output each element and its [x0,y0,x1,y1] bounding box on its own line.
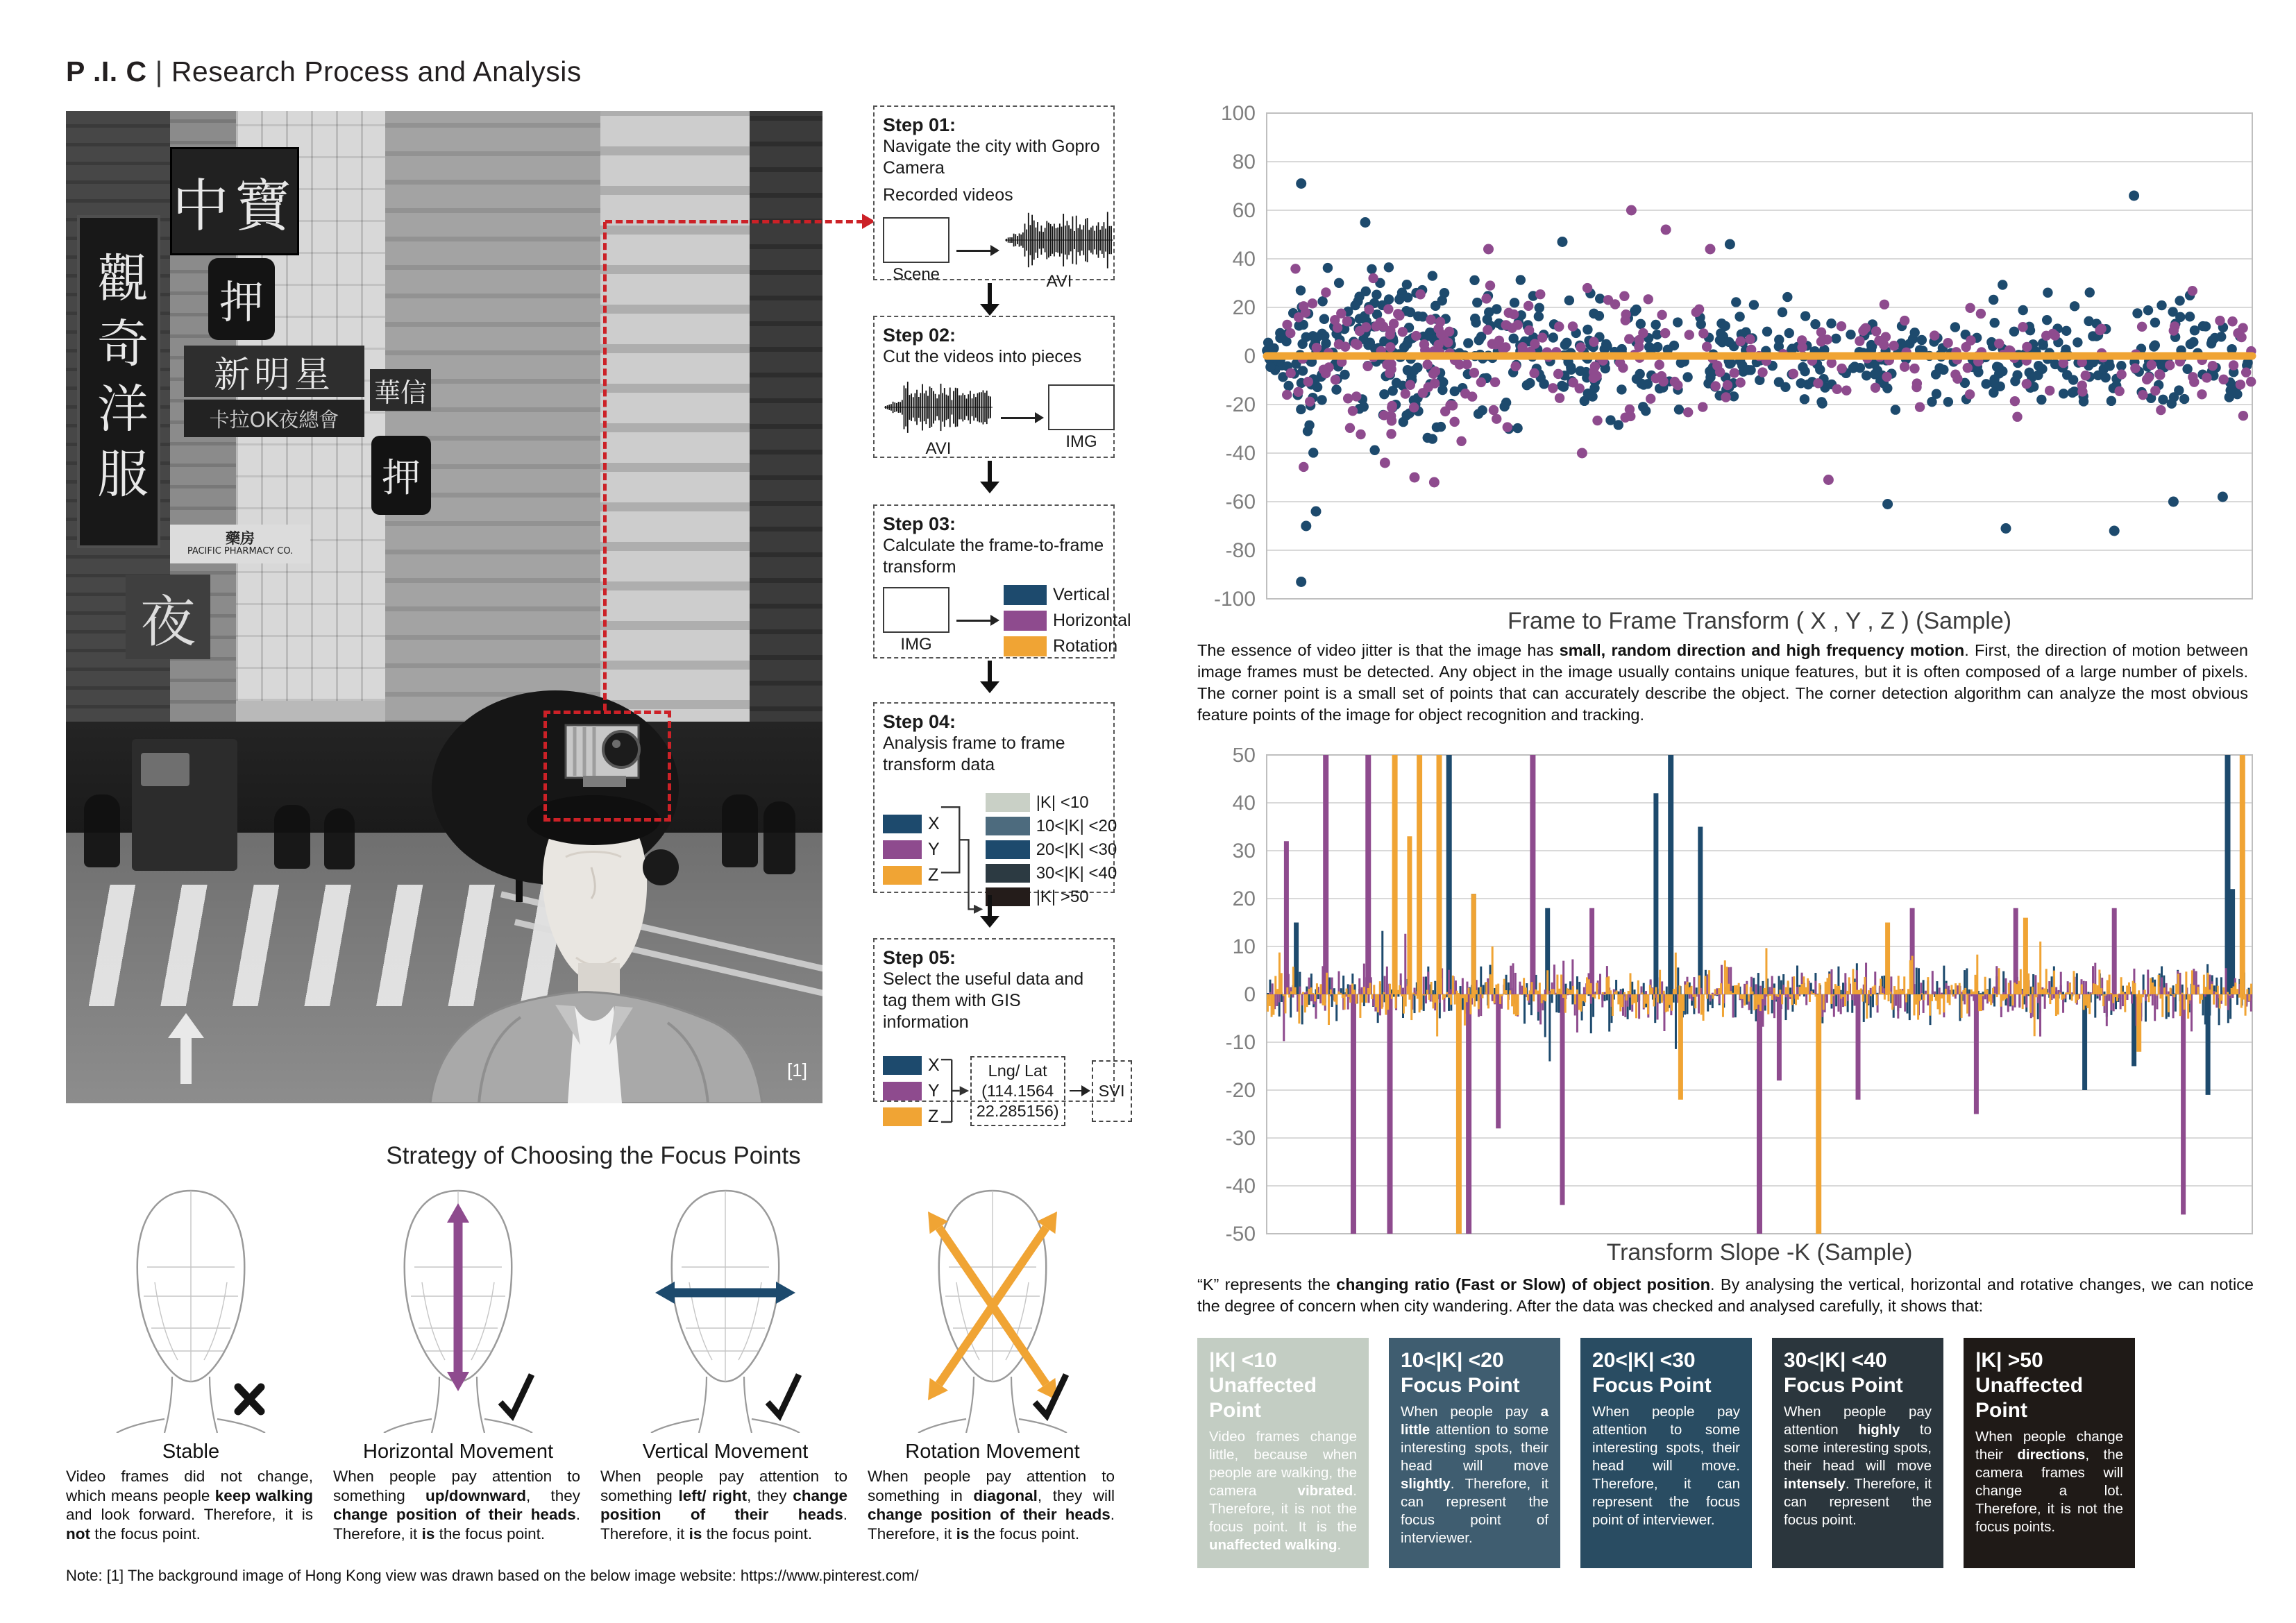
k-label: 10<|K| <20 [1036,816,1117,835]
gis-line: (114.1564 [981,1081,1054,1100]
helmet-strap [643,849,679,885]
k-card-range: |K| >50 [1975,1349,2043,1372]
step-01-box [873,105,1115,291]
step-03-box [873,504,1131,658]
k-card-30-40 [1772,1338,1943,1568]
k-swatch-under-10 [986,793,1030,812]
step-05-box [873,938,1125,1126]
y-swatch [883,1082,922,1101]
k-swatch-20-30 [986,840,1030,859]
pedestrian-silhouette [763,801,795,874]
arrow-down-icon [980,461,999,493]
head-figure-horizontal [378,1180,538,1433]
svg-text:100: 100 [1220,104,1256,125]
head-figure-rotation [913,1180,1072,1433]
step-01-subtext: Recorded videos [883,185,1013,205]
step-01-text: Navigate the city with Gopro Camera [883,137,1100,178]
gis-line: 22.285156) [976,1101,1059,1120]
head-diagram [913,1180,1072,1433]
legend-label: Vertical [1053,585,1110,604]
k-card-range: 10<|K| <20 [1401,1349,1504,1372]
xyz-to-k-connector [940,779,986,921]
k-card-20-30 [1580,1338,1752,1568]
step-05-text: Select the useful data and tag them with GIS information [883,969,1084,1032]
k-range-cards [1197,1338,2135,1568]
truck-windshield [141,753,189,786]
legend-label: Horizontal [1053,611,1131,630]
sign-pharmacy-cn: 藥房 [226,530,255,547]
k-card-title: Unaffected Point [1975,1374,2084,1422]
z-swatch [883,1107,922,1126]
arrow-right-icon [1001,417,1041,419]
k-card-title: Focus Point [1784,1374,1903,1397]
img-label: IMG [900,635,932,654]
svg-text:20: 20 [1232,887,1256,910]
svg-text:-40: -40 [1225,1175,1256,1198]
strategy-section-title: Strategy of Choosing the Focus Points [386,1142,801,1169]
figure-caption-stable: Stable [162,1441,220,1463]
y-label: Y [928,840,940,859]
arrow-down-icon [980,661,999,693]
z-swatch [883,866,922,885]
svg-text:-10: -10 [1225,1031,1256,1054]
camera-highlight-box [543,711,671,822]
avi-label: AVI [1046,272,1072,291]
sign-pawn-shop: 押 [208,258,275,340]
figure-body-vertical: When people pay attention to something left/ right, they change position of their heads. Therefore, it is the focus point. [600,1468,847,1543]
step-05-heading: Step 05: [883,947,956,968]
k-label: 20<|K| <30 [1036,840,1117,859]
x-label: X [928,1055,940,1075]
arrow-right-icon [956,250,997,252]
k-card-body: When people change their directions, the camera frames will change a lot. Therefore, it is not the focus points. [1975,1429,2123,1535]
k-card-range: |K| <10 [1209,1349,1277,1372]
hong-kong-street-photo [66,111,822,1103]
xyz-to-gis-connector [940,1039,970,1143]
z-label: Z [928,865,939,885]
k-card-title: Focus Point [1401,1374,1520,1397]
figure-caption-vertical: Vertical Movement [642,1441,809,1463]
audio-waveform-icon [1004,210,1115,270]
arrow-right-icon [1070,1090,1088,1092]
figure-body-rotation: When people pay attention to something in diagonal, they will change position of their heads. Therefore, it is the focus point. [868,1468,1115,1543]
step-03-text: Calculate the frame-to-frame transform [883,536,1104,577]
chart1-caption: Frame to Frame Transform ( X , Y , Z ) (Sample) [1507,608,2012,634]
k-label: 30<|K| <40 [1036,863,1117,883]
image-frame-icon [1048,384,1115,430]
svg-text:-100: -100 [1213,588,1256,609]
k-card-body: When people pay attention to some interesting spots, their head will move. Therefore, it can represent the focus point of interviewer. [1592,1404,1740,1528]
svg-text:-80: -80 [1225,539,1256,562]
arrow-right-icon [956,620,997,622]
pedestrian-silhouette [84,794,120,867]
chart2-paragraph: “K” represents the changing ratio (Fast or Slow) of object position. By analysing the vertical, horizontal and rotative changes, we can notice the degree of concern when city wandering. After the data was checked and analysed carefully, it shows that: [1197,1275,2254,1315]
img-label: IMG [1065,432,1097,451]
page-title [66,56,582,88]
svg-text:-30: -30 [1225,1127,1256,1150]
k-card-under-10 [1197,1338,1369,1568]
y-label: Y [928,1080,940,1101]
legend-swatch-vertical [1004,585,1047,605]
k-card-over-50 [1964,1338,2135,1568]
head-figure-vertical [645,1180,805,1433]
transform-slope-chart [1197,748,2263,1242]
svi-box: SVI [1092,1060,1132,1122]
scene-label: Scene [892,265,940,284]
k-label: |K| <10 [1036,792,1089,812]
svg-text:40: 40 [1232,248,1256,271]
svg-text:-20: -20 [1225,1079,1256,1102]
svg-text:80: 80 [1232,151,1256,173]
k-card-title: Focus Point [1592,1374,1712,1397]
pedestrian-silhouette [274,805,310,869]
head-diagram [378,1180,538,1433]
chart1-paragraph: The essence of video jitter is that the image has small, random direction and high frequency motion. First, the direction of motion between image frames must be detected. Any object in the image usually contains unique features, but it is often composed of a large number of pixels. The corner point is a small set of points that can accurately describe the object. The corner detection algorithm can analyze the most obvious feature points of the image for object recognition and tracking. [1197,641,2249,724]
k-card-10-20 [1389,1338,1560,1568]
k-card-title: Unaffected Point [1209,1374,1317,1422]
svg-text:20: 20 [1232,296,1256,319]
footnote: Note: [1] The background image of Hong Kong view was drawn based on the below image website: https://www.pinterest.com/ [66,1567,919,1584]
brand-label: P .I. C [66,56,147,87]
k-card-range: 30<|K| <40 [1784,1349,1887,1372]
k-card-body: When people pay a little attention to some interesting spots, their head will move slightly. Therefore, it can represent the focus point of interviewer. [1401,1404,1548,1546]
svg-text:50: 50 [1232,748,1256,767]
sign-night: 夜 [126,575,210,659]
k-card-range: 20<|K| <30 [1592,1349,1696,1372]
z-label: Z [928,1106,939,1126]
audio-waveform-icon [883,377,994,437]
image-credit-marker: [1] [787,1060,807,1080]
arrow-down-icon [980,283,999,316]
legend-swatch-horizontal [1004,611,1047,631]
figure-body-horizontal: When people pay attention to something up/downward, they change position of their heads. Therefore, it is the focus point. [333,1468,580,1543]
k-card-body: Video frames change little, because when people are walking, the camera vibrated. Therefore, it is not the focus point. It is the unaffected walking. [1209,1429,1357,1553]
title-separator: | [155,56,163,87]
gis-coordinates-box [970,1056,1065,1126]
k-swatch-30-40 [986,864,1030,883]
image-frame-icon [883,587,949,633]
step-02-heading: Step 02: [883,325,956,346]
step-02-box [873,316,1115,458]
svg-text:30: 30 [1232,840,1256,863]
annotation-dashed-line-vertical [603,222,607,711]
x-swatch [883,1056,922,1075]
svg-text:-60: -60 [1225,491,1256,513]
head-diagram [645,1180,805,1433]
x-swatch [883,815,922,833]
svg-text:-40: -40 [1225,442,1256,465]
svg-text:-50: -50 [1225,1223,1256,1242]
legend-swatch-rotation [1004,636,1047,656]
step-04-heading: Step 04: [883,711,956,732]
svg-text:60: 60 [1232,199,1256,222]
legend-label: Rotation [1053,636,1118,656]
avi-label: AVI [925,439,952,458]
lane-arrow-icon [180,1034,192,1084]
sign-chung-po: 中寶 [170,147,299,255]
figure-caption-horizontal: Horizontal Movement [363,1441,553,1463]
k-swatch-10-20 [986,817,1030,835]
k-card-body: When people pay attention highly to some interesting spots, their head will move intensely. Therefore, it can represent the focus point. [1784,1404,1932,1528]
y-swatch [883,840,922,859]
head-figure-stable [111,1180,271,1433]
pedestrian-silhouette [324,808,355,869]
k-label: |K| >50 [1036,887,1089,906]
figure-body-stable: Video frames did not change, which means people keep walking and look forward. Therefore, it is not the focus point. [66,1468,313,1543]
sign-wah-shun: 華信 [370,369,431,411]
svg-text:40: 40 [1232,792,1256,815]
step-04-box [873,702,1117,906]
title-text: Research Process and Analysis [171,56,582,87]
x-label: X [928,814,940,833]
sign-tailor-shop: 觀奇洋服 [77,215,160,548]
annotation-dashed-line-horizontal [605,220,863,223]
sign-karaoke-club: 卡拉OK夜總會 [184,400,364,437]
figure-caption-rotation: Rotation Movement [905,1441,1080,1463]
arrow-down-icon [980,895,999,928]
sign-pharmacy [170,525,310,563]
head-diagram [111,1180,271,1433]
sign-pharmacy-en: PACIFIC PHARMACY CO. [187,546,294,557]
sign-new-star: 新明星 [184,346,364,397]
svg-text:10: 10 [1232,935,1256,958]
gis-line: Lng/ Lat [988,1061,1047,1080]
sign-pawn-shop-2: 押 [371,436,431,515]
step-02-text: Cut the videos into pieces [883,347,1082,366]
chart2-caption: Transform Slope -K (Sample) [1606,1239,1913,1266]
step-04-text: Analysis frame to frame transform data [883,733,1065,774]
scene-frame-icon [883,217,949,263]
svg-text:0: 0 [1244,345,1256,368]
step-01-heading: Step 01: [883,114,956,135]
frame-transform-scatter-chart [1197,104,2263,609]
step-03-heading: Step 03: [883,513,956,534]
svg-text:-20: -20 [1225,393,1256,416]
svg-text:0: 0 [1244,983,1256,1006]
